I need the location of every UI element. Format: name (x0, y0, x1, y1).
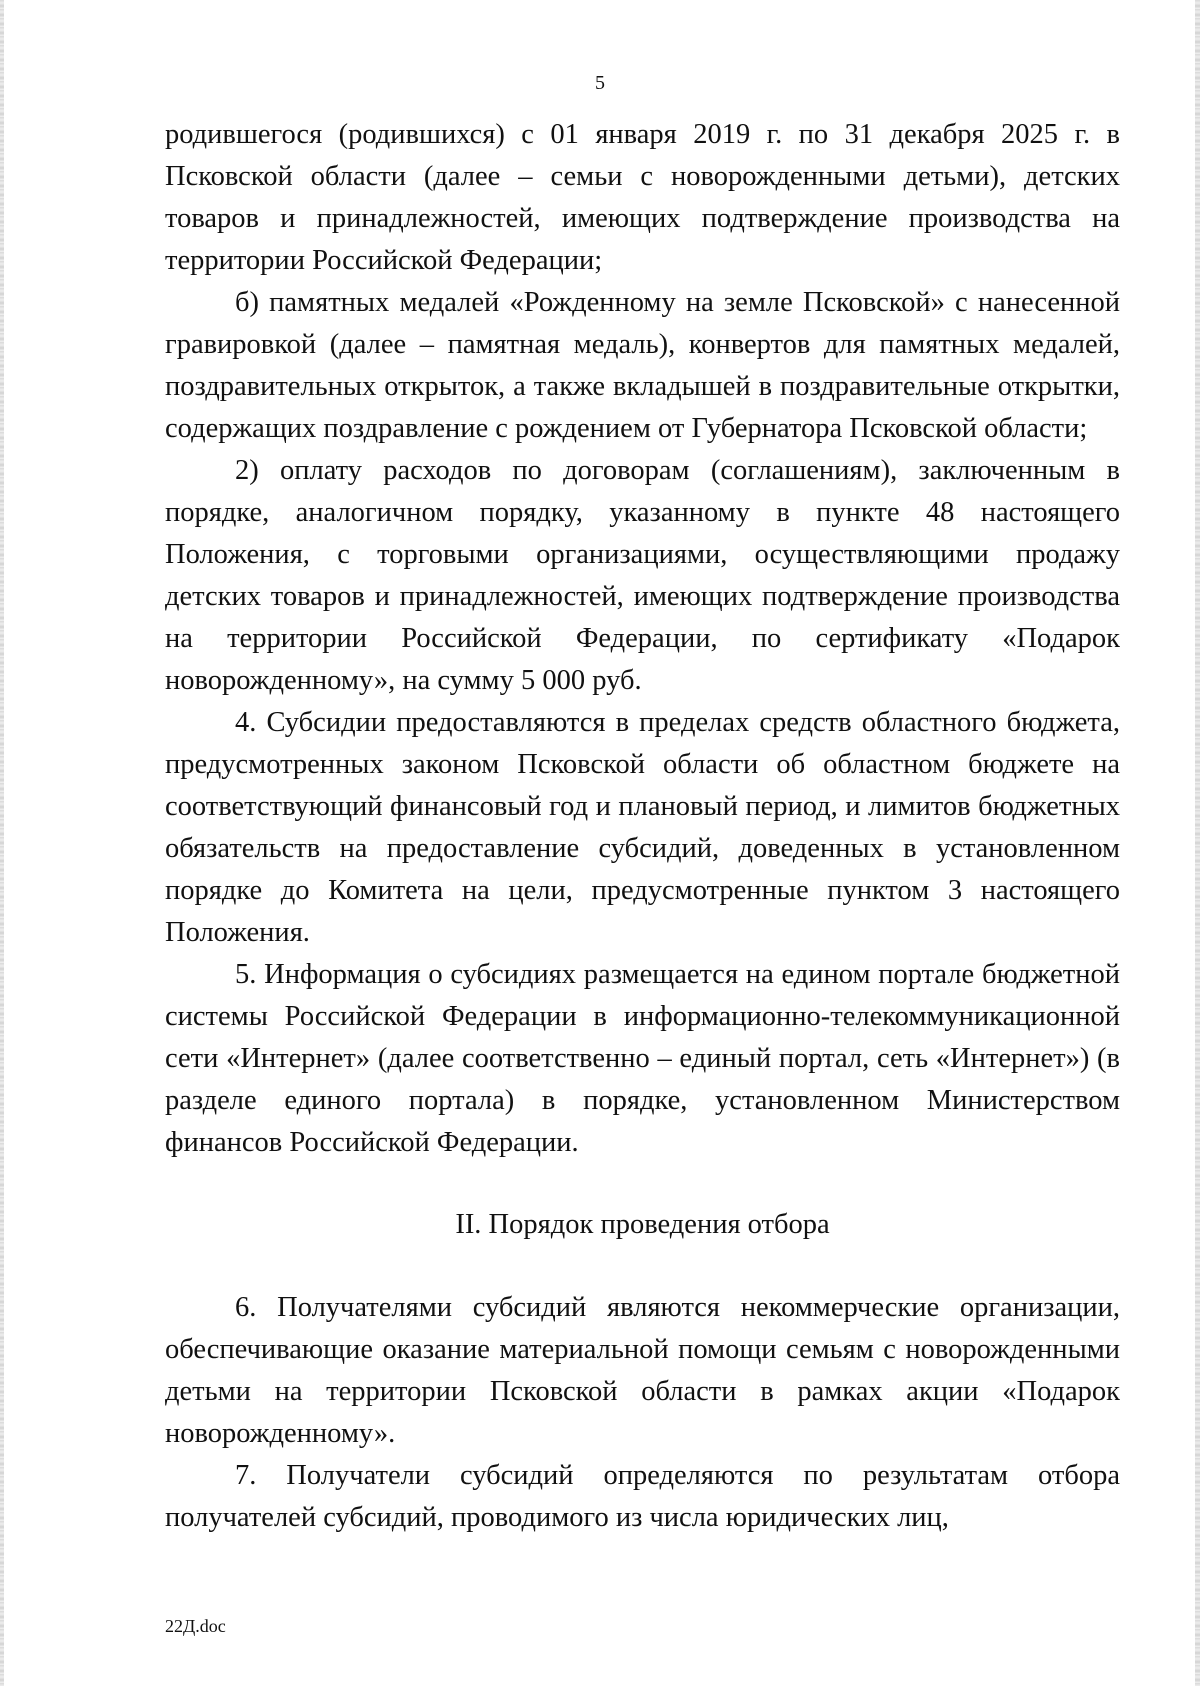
scan-edge-left (0, 0, 4, 1686)
paragraph-item-6: 6. Получателями субсидий являются некоммерческие организации, обеспечивающие оказание материальной помощи семьям с новорожденными детьми на территории Псковской области в рамках акции «Подарок новорожденному». (165, 1292, 1120, 1449)
paragraph-item-b: б) памятных медалей «Рожденному на земле Псковской» с нанесенной гравировкой (далее – памятная медаль), конвертов для памятных медалей, поздравительных открыток, а также вкладышей в поздравительные открытки, содержащих поздравление с рождением от Губернатора Псковской области; (165, 287, 1120, 444)
scan-edge-right (1195, 0, 1200, 1686)
paragraph-continuation: родившегося (родившихся) с 01 января 2019 г. по 31 декабря 2025 г. в Псковской области (далее – семьи с новорожденными детьми), детских товаров и принадлежностей, имеющих подтверждение производства на территории Российской Федерации; (165, 119, 1120, 276)
section-heading: II. Порядок проведения отбора (455, 1209, 830, 1240)
document-body (165, 114, 1120, 1539)
paragraph-item-5: 5. Информация о субсидиях размещается на едином портале бюджетной системы Российской Федерации в информационно-телекоммуникационной сети «Интернет» (далее соответственно – единый портал, сеть «Интернет») (в разделе единого портала) в порядке, установленном Министерством финансов Российской Федерации. (165, 959, 1120, 1158)
paragraph-item-2: 2) оплату расходов по договорам (соглашениям), заключенным в порядке, аналогичном порядку, указанному в пункте 48 настоящего Положения, с торговыми организациями, осуществляющими продажу детских товаров и принадлежностей, имеющих подтверждение производства на территории Российской Федерации, по сертификату «Подарок новорожденному», на сумму 5 000 руб. (165, 455, 1120, 696)
paragraph-item-4: 4. Субсидии предоставляются в пределах средств областного бюджета, предусмотренных законом Псковской области об областном бюджете на соответствующий финансовый год и плановый период, и лимитов бюджетных обязательств на предоставление субсидий, доведенных в установленном порядке до Комитета на цели, предусмотренные пунктом 3 настоящего Положения. (165, 707, 1120, 948)
footer-filename: 22Д.doc (165, 1616, 226, 1636)
page-number: 5 (595, 72, 605, 94)
paragraph-item-7: 7. Получатели субсидий определяются по результатам отбора получателей субсидий, проводимого из числа юридических лиц, (165, 1460, 1120, 1533)
